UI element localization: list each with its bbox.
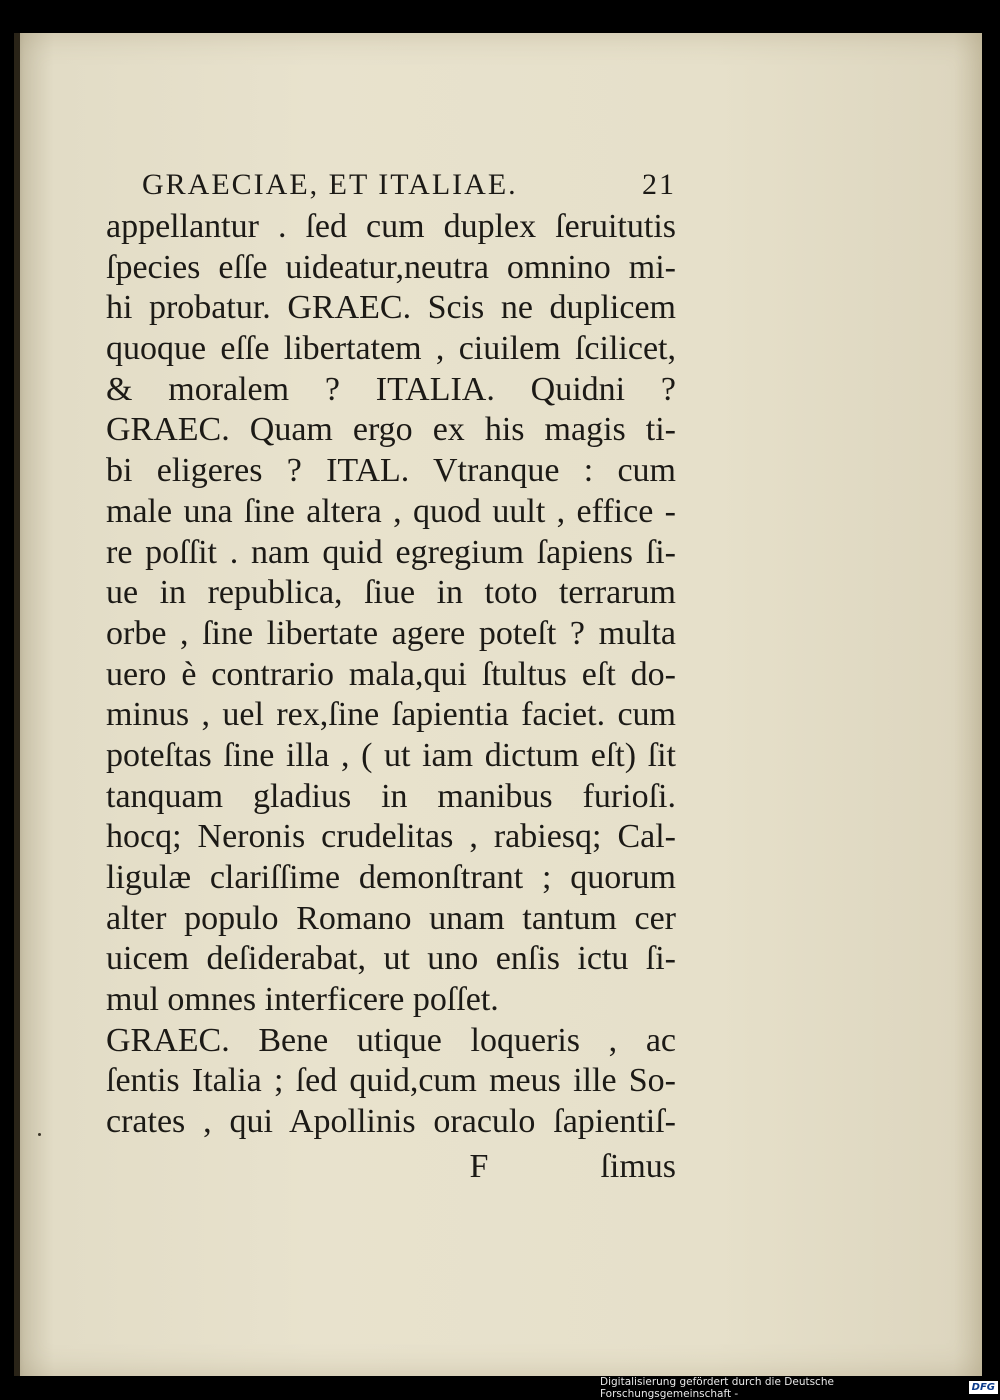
text-line: tanquam gladius in manibus furioſi. — [106, 777, 676, 815]
margin-mark — [38, 1133, 41, 1136]
text-line: hi probatur. GRAEC. Scis ne duplicem — [106, 289, 676, 327]
text-line: & moralem ? ITALIA. Quidni ? — [106, 370, 676, 408]
text-line: re poſſit . nam quid egregium ſapiens ſi- — [106, 533, 676, 571]
text-block — [106, 163, 676, 1187]
text-line: male una ſine altera , quod uult , effice - — [106, 492, 676, 530]
page-gutter — [14, 33, 20, 1376]
text-line: hocq; Neronis crudelitas , rabiesq; Cal- — [106, 818, 676, 856]
footer-credit: Digitalisierung gefördert durch die Deutsche Forschungsgemeinschaft - — [600, 1375, 834, 1400]
text-line: minus , uel rex,ſine ſapientia faciet. cum — [106, 696, 676, 734]
text-line: uero è contrario mala,qui ſtultus eſt do- — [106, 655, 676, 693]
text-line: quoque eſſe libertatem , ciuilem ſcilicet, — [106, 330, 676, 368]
text-line: uicem deſiderabat, ut uno enſis ictu ſi- — [106, 940, 676, 978]
text-line: crates , qui Apollinis oraculo ſapientiſ- — [106, 1103, 676, 1141]
text-line: GRAEC. Bene utique loqueris , ac — [106, 1021, 676, 1059]
dfg-logo-icon: DFG — [969, 1381, 998, 1394]
footer-credit-bar — [600, 1375, 1000, 1400]
text-line: ſentis Italia ; ſed quid,cum meus ille So- — [106, 1062, 676, 1100]
catchword: ſimus — [600, 1147, 676, 1185]
running-head — [142, 163, 676, 207]
text-line: ſpecies eſſe uideatur,neutra omnino mi- — [106, 248, 676, 286]
text-line: mul omnes interficere poſſet. — [106, 981, 499, 1019]
text-line: poteſtas ſine illa , ( ut iam dictum eſt) ſit — [106, 736, 676, 774]
text-line: ligulæ clariſſime demonſtrant ; quorum — [106, 859, 676, 896]
text-line: orbe , ſine libertate agere poteſt ? multa — [106, 614, 676, 652]
text-line: appellantur . ſed cum duplex ſeruitutis — [106, 208, 676, 245]
book-page — [14, 33, 982, 1376]
text-line: bi eligeres ? ITAL. Vtranque : cum — [106, 452, 676, 490]
signature-mark: F — [469, 1147, 489, 1185]
text-line: GRAEC. Quam ergo ex his magis ti- — [106, 411, 676, 449]
page-number: 21 — [642, 168, 676, 201]
text-line: alter populo Romano unam tantum cer — [106, 899, 676, 937]
text-line: ue in republica, ſiue in toto terrarum — [106, 574, 676, 612]
running-head-title: GRAECIAE, ET ITALIAE. — [142, 168, 518, 201]
body-text — [106, 207, 676, 1143]
catchline — [106, 1147, 676, 1187]
